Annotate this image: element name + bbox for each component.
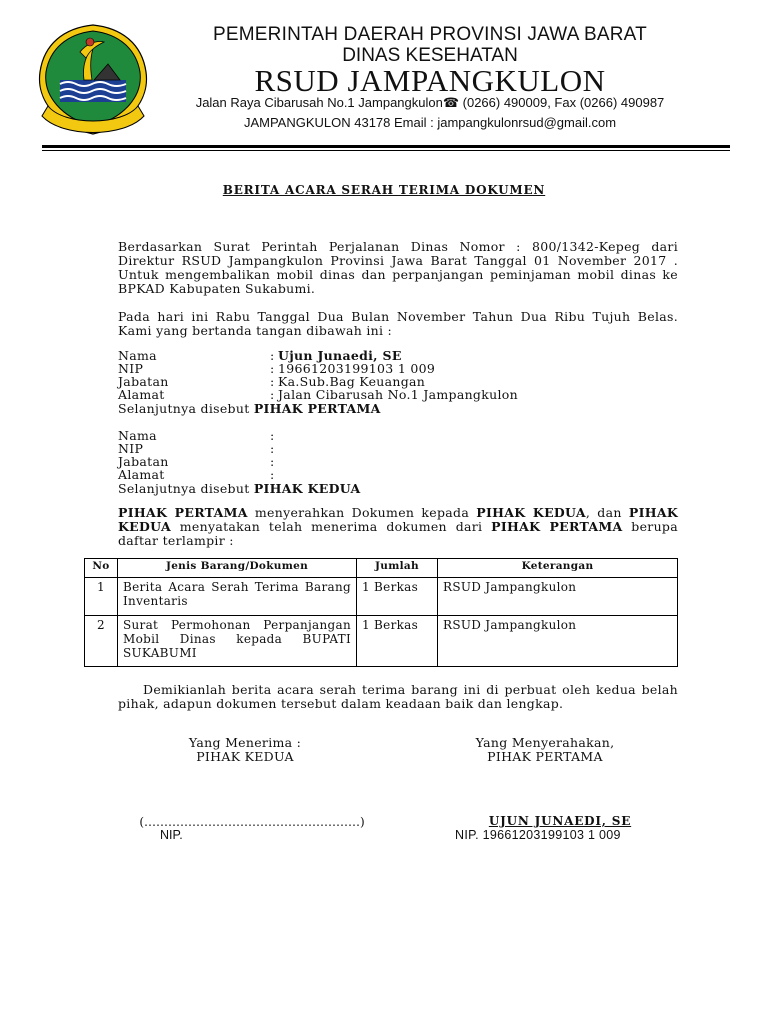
receiver-nip: NIP. [160,828,183,842]
party-two-name [278,429,678,442]
party-one-details [118,349,678,401]
handover-text: , dan [585,505,629,520]
party-two-position [278,455,678,468]
receiver-label: Yang Menerima : [188,735,302,750]
designation-text: Selanjutnya disebut [118,481,250,496]
field-label: Nama [118,428,157,443]
handover-text: berupa daftar terlampir : [118,519,678,548]
table-row [85,616,678,667]
field-colon: : [270,467,275,482]
giver-nip: NIP. 19661203199103 1 009 [455,828,621,842]
field-colon: : [270,361,275,376]
party-ref: PIHAK PERTAMA [118,505,248,520]
cell-item: Berita Acara Serah Terima Barang Inventaris [118,578,357,616]
west-java-emblem-logo [34,22,152,138]
cell-remarks: RSUD Jampangkulon [438,578,678,616]
paragraph-closing: Demikianlah berita acara serah terima barang ini di perbuat oleh kedua belah pihak, adapun dokumen tersebut dalam keadaan baik dan lengkap. [118,682,678,711]
party-two-designation [118,482,361,496]
party-ref: PIHAK PERTAMA [491,519,623,534]
table-row [85,578,678,616]
receiver-signature-block [155,736,335,764]
party-two-name-row [118,429,678,442]
handover-text: menyerahkan Dokumen kepada [247,505,477,520]
receiver-role: PIHAK KEDUA [196,749,294,764]
hospital-name: RSUD JAMPANGKULON [254,63,606,98]
party-one-nip: 19661203199103 1 009 [278,361,436,376]
cell-quantity: 1 Berkas [357,616,438,667]
cell-no: 1 [85,578,118,616]
column-header-quantity: Jumlah [357,559,438,578]
party-two-details [118,429,678,481]
government-name: PEMERINTAH DAERAH PROVINSI JAWA BARAT [213,24,647,45]
field-label: Alamat [118,387,165,402]
receiver-name-blank: (………………………………………………) [139,815,365,829]
party-one-position: Ka.Sub.Bag Keuangan [278,374,426,389]
field-colon: : [270,387,275,402]
party-one-address: Jalan Cibarusah No.1 Jampangkulon [278,387,518,402]
field-colon: : [270,374,275,389]
paragraph-date: Pada hari ini Rabu Tanggal Dua Bulan November Tahun Dua Ribu Tujuh Belas. Kami yang bertanda tangan dibawah ini : [118,309,678,338]
field-colon: : [270,454,275,469]
party-one-address-row [118,388,678,401]
giver-signature-block [450,736,640,764]
field-colon: : [270,441,275,456]
giver-role: PIHAK PERTAMA [487,749,603,764]
party-two-nip [278,442,678,455]
party-one-name: Ujun Junaedi, SE [278,348,402,363]
header-divider-thick [42,145,730,148]
field-colon: : [270,428,275,443]
field-label: Jabatan [118,454,169,469]
field-label: Nama [118,348,157,363]
column-header-item: Jenis Barang/Dokumen [118,559,357,578]
party-ref: PIHAK KEDUA [118,505,678,534]
city-email-line: JAMPANGKULON 43178 Email : jampangkulonrsud@gmail.com [243,115,617,130]
field-label: Jabatan [118,374,169,389]
field-label: Alamat [118,467,165,482]
paragraph-handover [118,506,678,548]
party-two-position-row [118,455,678,468]
cell-item: Surat Permohonan Perpanjangan Mobil Dinas kepada BUPATI SUKABUMI [118,616,357,667]
cell-quantity: 1 Berkas [357,578,438,616]
party-two-address [278,468,678,481]
header-divider-thin [42,150,730,151]
field-label: NIP [118,361,144,376]
party-two-address-row [118,468,678,481]
address-line: Jalan Raya Cibarusah No.1 Jampangkulon☎ (0266) 490009, Fax (0266) 490987 [195,95,665,110]
cell-remarks: RSUD Jampangkulon [438,616,678,667]
field-colon: : [270,348,275,363]
table-header-row [85,559,678,578]
cell-no: 2 [85,616,118,667]
giver-label: Yang Menyerahakan, [475,735,615,750]
designation-text: Selanjutnya disebut [118,401,250,416]
field-label: NIP [118,441,144,456]
department-name: DINAS KESEHATAN [342,45,518,66]
document-list-table [84,558,678,667]
paragraph-basis: Berdasarkan Surat Perintah Perjalanan Dinas Nomor : 800/1342-Kepeg dari Direktur RSUD Jampangkulon Provinsi Jawa Barat Tanggal 01 November 2017 . Untuk mengembalikan mobil dinas dan perpanjangan peminjaman mobil dinas ke BPKAD Kabupaten Sukabumi. [118,239,678,296]
party-one-designation [118,402,381,416]
handover-text: menyatakan telah menerima dokumen dari [170,519,492,534]
column-header-no: No [85,559,118,578]
party-two-nip-row [118,442,678,455]
party-one-role: PIHAK PERTAMA [253,401,381,416]
document-title: BERITA ACARA SERAH TERIMA DOKUMEN [222,183,546,197]
party-ref: PIHAK KEDUA [476,505,586,520]
giver-name: UJUN JUNAEDI, SE [488,814,632,828]
column-header-remarks: Keterangan [438,559,678,578]
party-two-role: PIHAK KEDUA [253,481,361,496]
